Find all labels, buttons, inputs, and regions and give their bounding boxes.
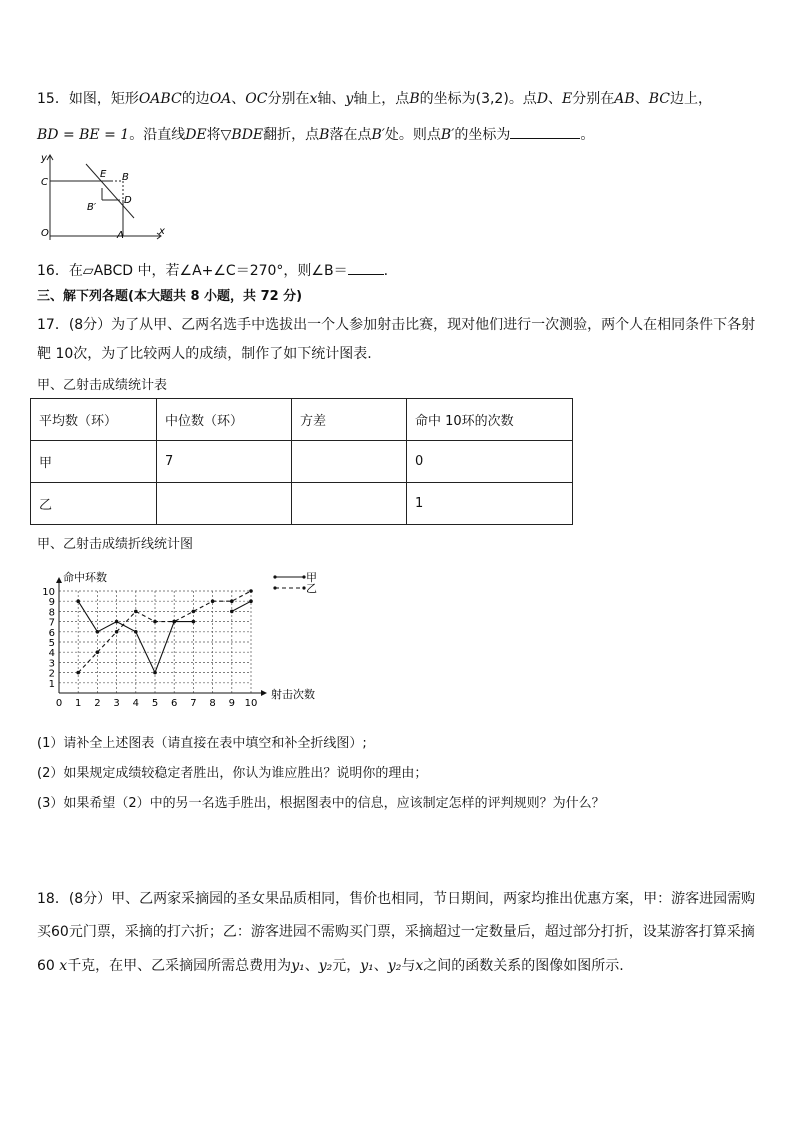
data-point (172, 620, 176, 624)
y-axis-label: 命中环数 (63, 571, 107, 584)
q15-text: 分别在 (572, 91, 615, 107)
q15-text: 处。则点 (384, 127, 441, 143)
x-tick-label: 8 (209, 698, 216, 709)
th-tens: 命中 10环的次数 (407, 399, 573, 441)
q18-line2: 买60元门票，采摘的打六折；乙：游客进园不需购买门票，采摘超过一定数量后，超过部分打折，设某游客打算采摘 (37, 924, 755, 940)
y-tick-label: 5 (48, 638, 55, 649)
data-point (76, 671, 80, 675)
fig-label-x: x (159, 226, 165, 237)
point-e: E (562, 91, 573, 107)
fig-label-e: E (100, 169, 107, 180)
x-tick-label: 6 (171, 698, 178, 709)
q16-end: . (383, 263, 389, 279)
series-line-jia (232, 601, 251, 611)
q15-text: 将 (206, 127, 221, 143)
th-variance: 方差 (292, 399, 407, 441)
q15-text: 翻折，点 (263, 127, 320, 143)
q15-text: 轴上，点 (353, 91, 410, 107)
answer-blank[interactable] (348, 274, 384, 275)
x-tick-label: 9 (228, 698, 235, 709)
fig-label-b-prime: B′ (87, 202, 97, 213)
y-tick-label: 10 (42, 587, 55, 598)
x-tick-label: 4 (132, 698, 139, 709)
point-b-prime: B′ (440, 127, 455, 143)
q15-line2 (37, 124, 594, 144)
th-median: 中位数（环） (157, 399, 292, 441)
point-b: B (319, 127, 330, 143)
rect-name: OABC (138, 91, 182, 107)
q15-text: 落在点 (329, 127, 372, 143)
var-y1: y₁ (291, 958, 305, 974)
point-b: B (409, 91, 420, 107)
y-tick-label: 9 (48, 597, 55, 609)
q15-text: 、 (548, 91, 563, 107)
score-table (30, 398, 573, 525)
fig-label-a: A (117, 230, 124, 241)
axis-x: x (309, 91, 318, 107)
data-point (134, 630, 138, 634)
x-tick-label: 2 (94, 698, 101, 709)
x-tick-label: 7 (190, 698, 197, 709)
var-x: x (59, 958, 68, 974)
fig-label-d: D (124, 195, 132, 206)
var-x: x (415, 958, 424, 974)
fig-label-o: O (41, 228, 49, 239)
x-tick-label: 3 (113, 698, 120, 709)
y-tick-label: 1 (48, 678, 55, 690)
q18-text: 与 (401, 958, 416, 974)
x-axis-arrow (261, 690, 267, 696)
fig-label-y: y (41, 153, 47, 164)
q15-text: 如图，矩形 (68, 91, 139, 107)
table-row (31, 483, 573, 525)
q15-text: 的边 (181, 91, 210, 107)
q17-sub3: (3）如果希望（2）中的另一名选手胜出，根据图表中的信息，应该制定怎样的评判规则？为什么？ (37, 796, 605, 811)
line-de: DE (185, 127, 207, 143)
q15-text: 分别在 (267, 91, 310, 107)
q15-figure (38, 148, 168, 246)
q18-text: 之间的函数关系的图像如图所示. (423, 958, 624, 974)
data-point (192, 610, 196, 614)
y-axis-arrow (56, 577, 62, 583)
legend-label-jia: 甲 (306, 571, 317, 584)
var-y1: y₁ (360, 958, 374, 974)
point-d: D (536, 91, 549, 107)
fig-label-b: B (122, 172, 129, 183)
x-tick-label: 0 (55, 698, 63, 709)
q18-text: 60 (37, 958, 55, 974)
q15-text: 。沿直线 (129, 127, 186, 143)
q15-text: 的坐标为 (419, 91, 476, 107)
chart-title: 甲、乙射击成绩折线统计图 (37, 537, 194, 552)
cell-yi-name: 乙 (31, 483, 157, 525)
q16-text: 16．在▱ABCD 中，若∠A+∠C＝270°，则∠B＝ (37, 263, 348, 279)
data-point (230, 599, 234, 603)
data-point (249, 599, 253, 603)
q15-text: 的坐标为 (454, 127, 511, 143)
answer-blank[interactable] (510, 138, 580, 139)
axis-y: y (345, 91, 354, 107)
data-point (249, 589, 253, 593)
data-point (96, 650, 100, 654)
y-tick-label: 4 (48, 648, 55, 660)
legend-marker (273, 575, 276, 578)
q17-line1: 17．(8分）为了从甲、乙两名选手中选拔出一个人参加射击比赛，现对他们进行一次测验，两个人在相同条件下各射 (37, 317, 756, 333)
data-point (192, 620, 196, 624)
fig-label-c: C (41, 177, 48, 188)
x-tick-label: 10 (244, 698, 258, 709)
q15-text: 。 (580, 127, 595, 143)
q15-number: 15． (37, 91, 69, 107)
q17-sub1: (1）请补全上述图表（请直接在表中填空和补全折线图）; (37, 736, 367, 751)
line-chart (40, 563, 340, 713)
q18-text: 、 (304, 958, 319, 974)
data-point (115, 620, 119, 624)
data-point (211, 599, 215, 603)
q18-line1: 18．(8分）甲、乙两家采摘园的圣女果品质相同，售价也相同，节日期间，两家均推出优惠方案，甲：游客进园需购 (37, 891, 756, 907)
y-tick-label: 6 (48, 627, 55, 639)
cell-jia-median[interactable]: 7 (157, 441, 292, 483)
y-tick-label: 3 (48, 658, 55, 670)
q15-line1 (37, 88, 712, 108)
q16 (37, 260, 388, 280)
cell-yi-tens: 1 (407, 483, 573, 525)
q15-text: 边上， (669, 91, 712, 107)
y-tick-label: 7 (48, 617, 55, 629)
side-oc: OC (245, 91, 268, 107)
cell-jia-tens: 0 (407, 441, 573, 483)
data-point (230, 610, 234, 614)
var-y2: y₂ (387, 958, 402, 974)
data-point (96, 630, 100, 634)
data-point (115, 630, 119, 634)
q17-sub2: (2）如果规定成绩较稳定者胜出，你认为谁应胜出？说明你的理由； (37, 766, 428, 781)
var-y2: y₂ (318, 958, 333, 974)
coord-b: (3,2) (475, 91, 509, 107)
q15-text: 、 (231, 91, 246, 107)
section-heading: 三、解下列各题(本大题共 8 小题，共 72 分) (37, 289, 303, 304)
q18-line3 (37, 955, 624, 975)
data-point (153, 620, 157, 624)
point-b-prime: B′ (371, 127, 385, 143)
side-oa: OA (209, 91, 232, 107)
data-point (153, 671, 157, 675)
side-bc: BC (648, 91, 670, 107)
side-ab: AB (614, 91, 635, 107)
data-point (134, 610, 138, 614)
q18-text: 元， (332, 958, 361, 974)
table-row (31, 441, 573, 483)
cell-yi-variance[interactable] (292, 483, 407, 525)
table-header-row (31, 399, 573, 441)
y-tick-label: 2 (48, 668, 55, 680)
y-tick-label: 8 (48, 607, 55, 619)
q18-text: 、 (373, 958, 388, 974)
q15-text: 、 (634, 91, 649, 107)
q15-text: 。点 (508, 91, 537, 107)
x-tick-label: 5 (151, 698, 159, 709)
table-title: 甲、乙射击成绩统计表 (37, 378, 168, 393)
legend-label-yi: 乙 (306, 582, 317, 595)
cell-jia-variance[interactable] (292, 441, 407, 483)
q18-text: 千克，在甲、乙采摘园所需总费用为 (67, 958, 292, 974)
triangle-bde: ▽BDE (220, 127, 264, 143)
cell-yi-median[interactable] (157, 483, 292, 525)
th-mean: 平均数（环） (31, 399, 157, 441)
cell-jia-name: 甲 (31, 441, 157, 483)
data-point (76, 599, 80, 603)
x-axis-label: 射击次数 (271, 688, 315, 701)
q17-line2: 靶 10次，为了比较两人的成绩，制作了如下统计图表. (37, 346, 372, 362)
bd-be-eq: BD = BE = 1 (37, 127, 130, 143)
x-tick-label: 1 (75, 698, 82, 709)
q15-text: 轴、 (317, 91, 346, 107)
legend-marker (273, 586, 276, 589)
